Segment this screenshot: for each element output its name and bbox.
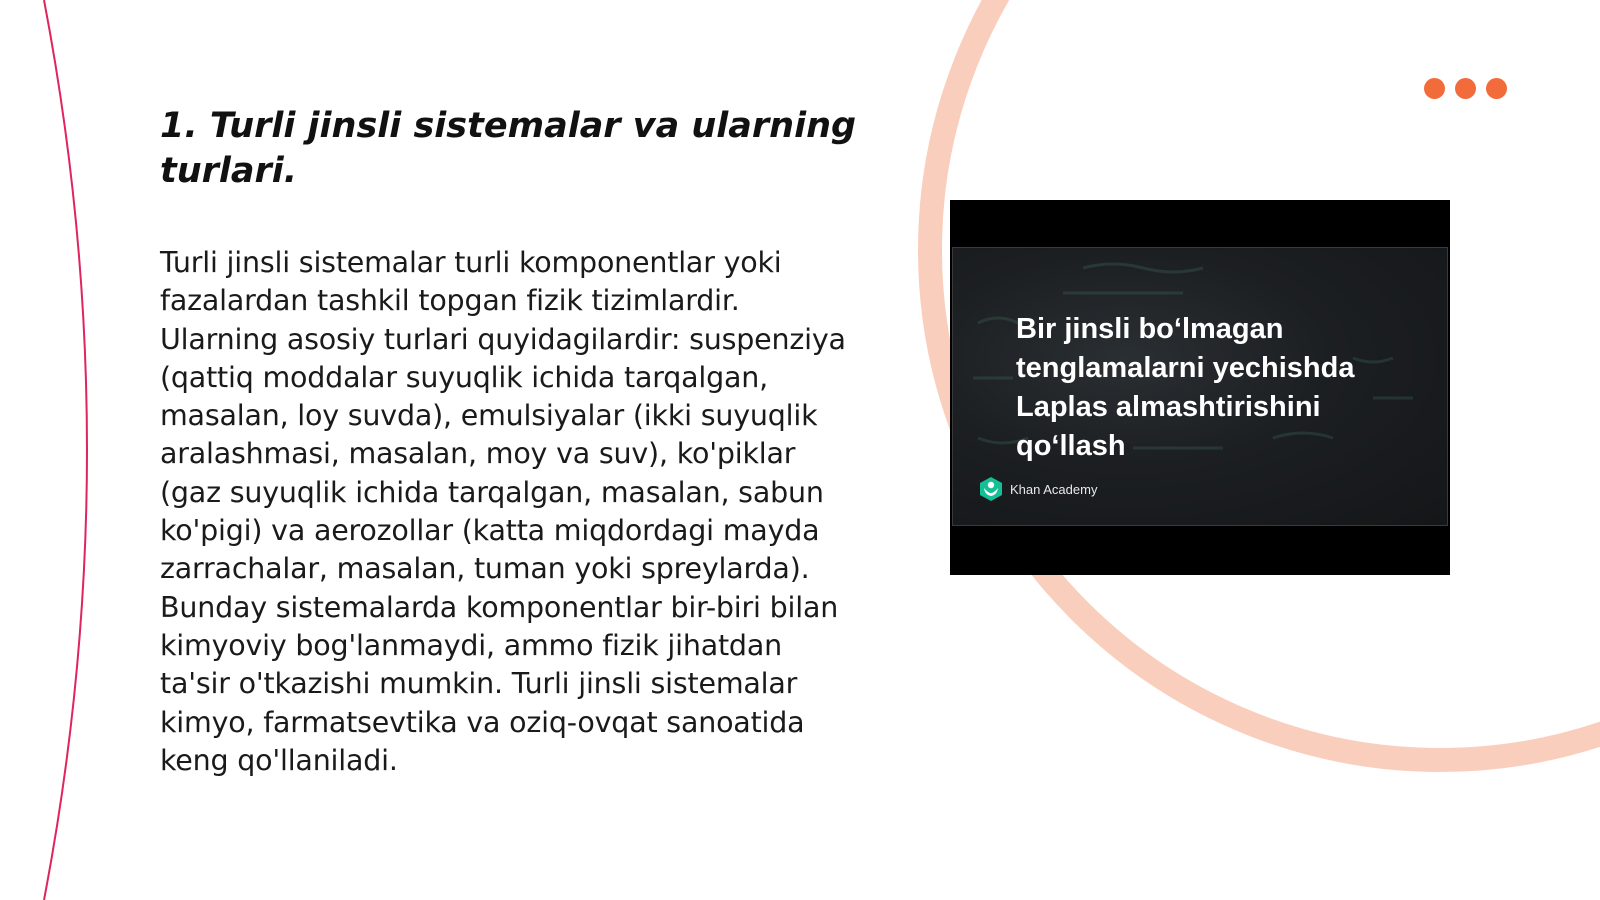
dot [1424, 78, 1445, 99]
khan-academy-logo-icon [978, 476, 1004, 502]
three-dots-icon [1424, 78, 1507, 99]
left-accent-line [44, 0, 87, 900]
video-title: Bir jinsli boʻlmagan tenglamalarni yechishda Laplas almashtirishini qoʻllash [1016, 313, 1355, 462]
slide-body-text: Turli jinsli sistemalar turli komponentlar yoki fazalardan tashkil topgan fizik tizimlardir. Ularning asosiy turlari quyidagilardir: suspenziya (qattiq moddalar suyuqlik ichida tarqalgan, masalan, loy suvda), emulsiyalar (ikki suyuqlik aralashmasi, masalan, moy va suv), ko'piklar (gaz suyuqlik ichida tarqalgan, masalan, sabun ko'pigi) va aerozollar (katta miqdordagi mayda zarrachalar, masalan, tuman yoki spreylarda). Bunday sistemalarda komponentlar bir-biri bilan kimyoviy bog'lanmaydi, ammo fizik jihatdan ta'sir o'tkazishi mumkin. Turli jinsli sistemalar kimyo, farmatsevtika va oziq-ovqat sanoatida keng qo'llaniladi. [160, 246, 846, 777]
channel-name: Khan Academy [1010, 481, 1098, 497]
dot [1455, 78, 1476, 99]
video-thumbnail[interactable] [952, 247, 1448, 526]
channel-brand [978, 476, 1097, 502]
slide-title: 1. Turli jinsli sistemalar va ularning turlari. [160, 106, 857, 191]
embedded-video[interactable] [950, 200, 1450, 575]
dot [1486, 78, 1507, 99]
